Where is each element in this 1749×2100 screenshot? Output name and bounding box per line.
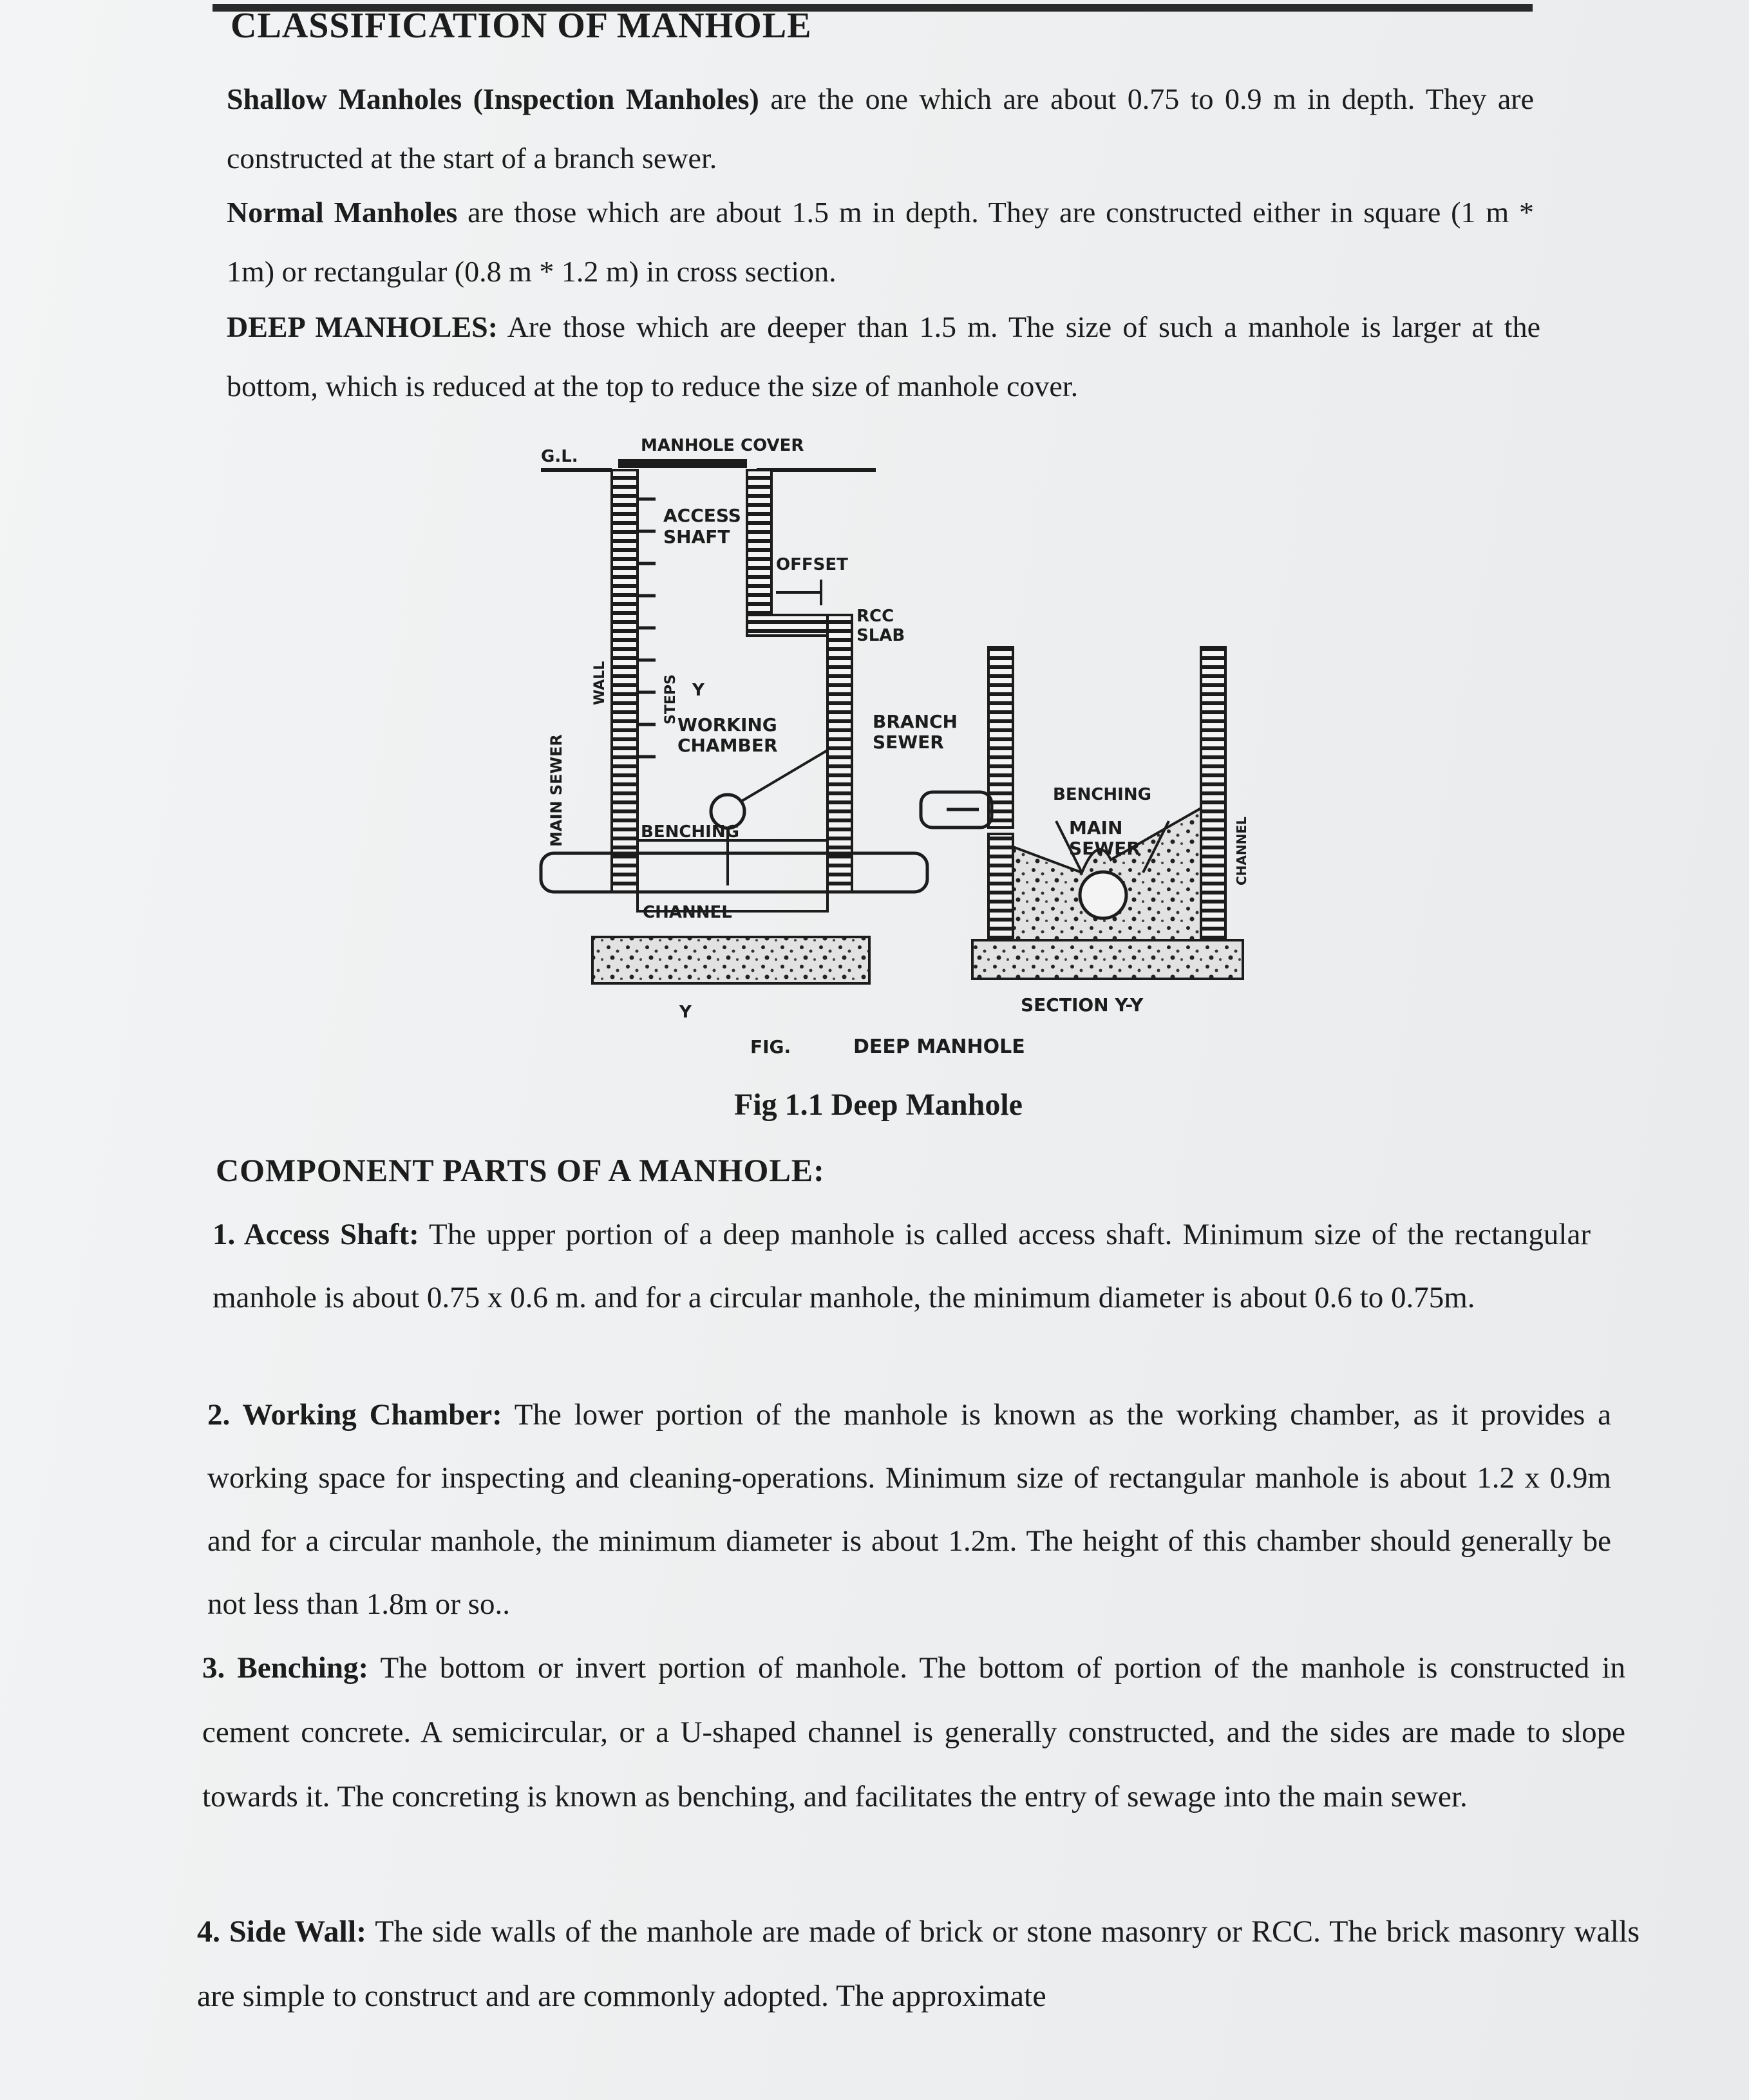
item-side-wall-text: The side walls of the manhole are made of brick or stone masonry or RCC. The brick masonry walls are simple to construct and are commonly adopted. The approximate	[197, 1915, 1640, 2013]
label-benching-right: BENCHING	[1053, 785, 1151, 804]
label-working-2: CHAMBER	[677, 735, 778, 756]
deep-manhole-figure	[528, 422, 1275, 1085]
item-access-shaft-text: The upper portion of a deep manhole is called access shaft. Minimum size of the rectangular manhole is about 0.75 x 0.6 m. and for a circular manhole, the minimum diameter is about 0.6 to 0.75m.	[213, 1218, 1591, 1314]
label-access-1: ACCESS	[663, 505, 741, 526]
components-heading: COMPONENT PARTS OF A MANHOLE:	[216, 1152, 825, 1188]
manhole-cover-shape	[618, 459, 747, 468]
label-benching-left: BENCHING	[641, 822, 739, 842]
term-deep: DEEP MANHOLES:	[227, 310, 498, 343]
label-y-top: Y	[692, 681, 704, 700]
label-gl: G.L.	[541, 447, 578, 466]
figure-caption: Fig 1.1 Deep Manhole	[734, 1088, 1023, 1122]
label-section: SECTION Y-Y	[1021, 994, 1144, 1016]
label-fig-title: DEEP MANHOLE	[853, 1036, 1025, 1058]
term-normal: Normal Manholes	[227, 196, 458, 229]
steps-shape	[638, 499, 656, 757]
label-fig: FIG.	[750, 1036, 791, 1057]
paragraph-shallow	[227, 70, 1534, 188]
label-access-2: SHAFT	[663, 526, 730, 547]
label-main-sewer-side: MAIN SEWER	[547, 734, 565, 847]
label-y-bottom: Y	[679, 1003, 692, 1022]
item-access-shaft	[213, 1203, 1591, 1329]
text-shallow: are the one which are about 0.75 to 0.9 m in depth. They are constructed at the start of a branch sewer.	[227, 82, 1534, 175]
item-benching-text: The bottom or invert portion of manhole. The bottom of portion of the manhole is constructed in cement concrete. A semicircular, or a U-shaped channel is generally constructed, and the sides are made to slope towards it. The concreting is known as benching, and facilitates the entry of sewage into the main sewer.	[202, 1651, 1625, 1813]
section-base-concrete	[972, 940, 1243, 979]
section-main-sewer-circle	[1080, 872, 1126, 918]
base-concrete-left	[592, 937, 869, 983]
label-channel-left: CHANNEL	[643, 903, 732, 922]
label-branch-2: SEWER	[873, 732, 944, 753]
page-title: CLASSIFICATION OF MANHOLE	[231, 6, 812, 46]
text-deep: Are those which are deeper than 1.5 m. The size of such a manhole is larger at the bottom, which is reduced at the top to reduce the size of manhole cover.	[227, 310, 1540, 402]
item-benching-term: 3. Benching:	[202, 1651, 369, 1685]
item-working-chamber-term: 2. Working Chamber:	[207, 1398, 502, 1432]
item-working-chamber	[207, 1383, 1611, 1636]
label-main-2: SEWER	[1069, 838, 1140, 859]
item-side-wall-term: 4. Side Wall:	[197, 1915, 367, 1949]
label-steps: STEPS	[663, 674, 679, 724]
item-side-wall	[197, 1900, 1640, 2029]
main-sewer-pipe	[541, 853, 927, 892]
label-offset: OFFSET	[776, 555, 848, 574]
item-working-chamber-text: The lower portion of the manhole is known as the working chamber, as it provides a working space for inspecting and cleaning-operations. Minimum size of rectangular manhole is about 1.2 x 0.9m and for a circular manhole, the minimum diameter is about 1.2m. The height of this chamber should generally be not less than 1.8m or so..	[207, 1398, 1611, 1621]
paragraph-deep	[227, 298, 1540, 416]
label-branch-1: BRANCH	[873, 711, 958, 732]
item-access-shaft-term: 1. Access Shaft:	[213, 1218, 419, 1251]
left-wall-shape	[612, 470, 638, 892]
label-working-1: WORKING	[677, 714, 777, 735]
text-normal: are those which are about 1.5 m in depth. They are constructed either in square (1 m * 1m) or rectangular (0.8 m * 1.2 m) in cross section.	[227, 196, 1534, 288]
section-wall-left-bottom	[988, 834, 1013, 940]
label-rcc-2: SLAB	[856, 626, 905, 645]
label-channel-right: CHANNEL	[1234, 817, 1249, 885]
paragraph-normal	[227, 183, 1534, 301]
item-benching	[202, 1636, 1625, 1829]
label-wall: WALL	[592, 661, 608, 705]
label-manhole-cover: MANHOLE COVER	[641, 436, 804, 455]
chamber-right-wall-shape	[827, 615, 852, 892]
term-shallow: Shallow Manholes (Inspection Manholes)	[227, 82, 759, 115]
label-main-1: MAIN	[1069, 817, 1123, 838]
label-rcc-1: RCC	[856, 607, 894, 626]
shaft-right-wall-shape	[747, 470, 771, 618]
section-wall-right	[1201, 647, 1225, 940]
